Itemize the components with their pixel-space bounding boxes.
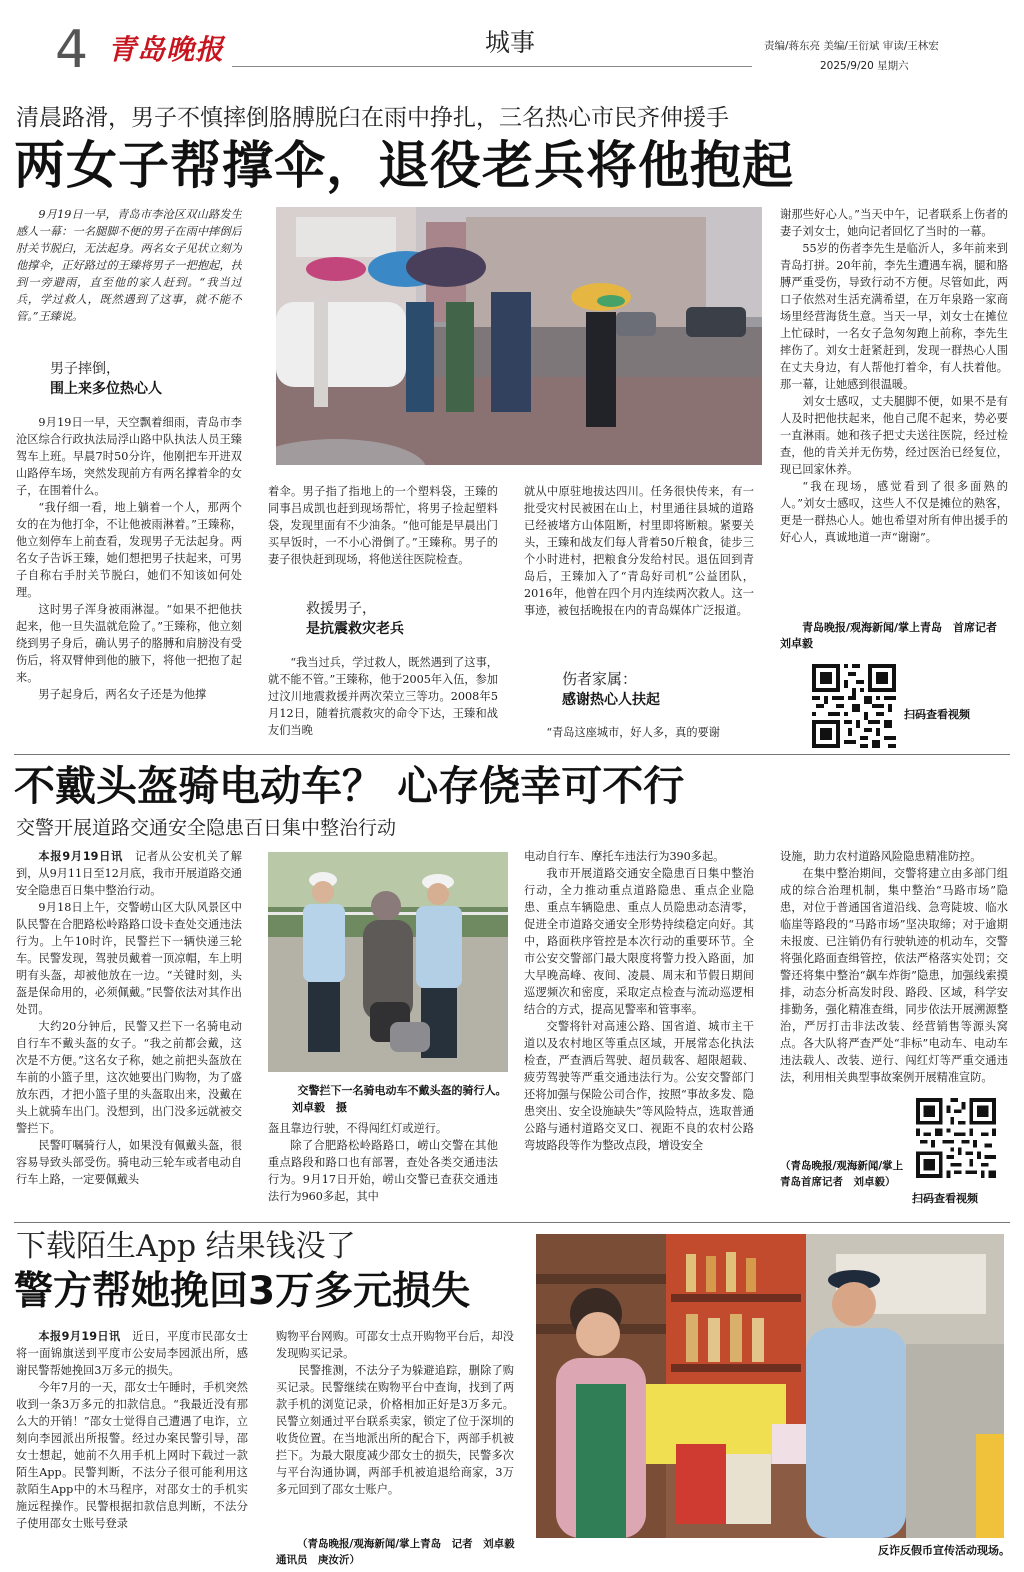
qr-code-icon[interactable]: [812, 664, 896, 748]
paragraph: 民警推测，不法分子为躲避追踪，删除了购买记录。民警继续在购物平台中查询，找到了两款手机的浏览记录，价格相加正好是3万多元。民警立刻通过平台联系卖家，锁定了位于深圳的收货位置。在当地派出所的配合下，两部手机被拦下。为最大限度减少邵女士的损失，民警多次与平台沟通协调，两部手机被追退给商家，3万多元回到了邵女士账户。: [276, 1364, 514, 1496]
paragraph: [16, 848, 242, 899]
paragraph: 9月19日一早，天空飘着细雨，青岛市李沧区综合行政执法局浮山路中队执法人员王臻驾车上班。早晨7时50分许，他刚把车开进双山路停车场，突然发现前方有两名撑着伞的女子，在围着什么。: [16, 416, 242, 497]
paragraph: [16, 1328, 248, 1379]
story2-headline: 不戴头盔骑电动车？ 心存侥幸可不行: [14, 762, 685, 810]
story1-col3b: [524, 724, 754, 744]
story1-col4: [780, 206, 1008, 618]
paragraph: 电动自行车、摩托车违法行为390多起。: [524, 850, 725, 863]
story2-credit: （青岛晚报/观海新闻/掌上青岛首席记者 刘卓毅）: [780, 1160, 904, 1188]
qr-code-icon[interactable]: [916, 1098, 996, 1178]
story2-col2: [268, 1120, 498, 1210]
paragraph: “我在现场，感觉看到了很多面熟的人。”刘女士感叹，这些人不仅是摊位的熟客，更是一群热心人。她也希望对所有伸出援手的好心人，真诚地道一声“谢谢”。: [780, 480, 1008, 544]
editor-credits: 责编/蒋东亮 美编/王衍斌 审读/王林宏: [764, 40, 939, 52]
subhead-line: 是抗震救灾老兵: [306, 621, 404, 637]
paragraph: 大约20分钟后，民警又拦下一名骑电动自行车不戴头盔的女子。“我之前都会戴，这次是不方便。”这名女子称，她之前把头盔放在车前的小篮子里，这次她要出门购物，为了盛放东西，才把小篮子里的头盔取出来，没戴在头上就骑车出门。没想到，出门没多远就被交警拦下。: [16, 1020, 242, 1135]
paragraph-text: 记者从公安机关了解到，从9月11日至12月底，我市开展道路交通安全隐患百日集中整治行动。: [16, 850, 242, 897]
paragraph: 着伞。男子指了指地上的一个塑料袋，王臻的同事吕成凯也赶到现场帮忙，将男子捡起塑料袋，发现里面有不少油条。“他可能是早晨出门买早饭时，一不小心滑倒了。”王臻称。男子的妻子很快赶到现场，将他送往医院检查。: [268, 485, 498, 566]
story2-col4: [780, 848, 1008, 1092]
paragraph: “我仔细一看，地上躺着一个人，那两个女的在为他打伞，不让他被雨淋着。”王臻称，他立刻停车上前查看，发现男子无法起身。两名女子告诉王臻，她们想把男子扶起来，可男子自称右手肘关节脱臼，她们不知该如何处理。: [16, 501, 242, 599]
paragraph: 谢那些好心人。”当天中午，记者联系上伤者的妻子刘女士，她向记者回忆了当时的一幕。: [780, 208, 1008, 238]
story3-col2: [276, 1328, 514, 1532]
paragraph: 民警叮嘱骑行人，如果没有佩戴头盔，很容易导致头部受伤。骑电动三轮车或者电动自行车上路，一定要佩戴头: [16, 1139, 242, 1186]
story1-qr-label: 扫码查看视频: [904, 708, 970, 721]
paragraph: 这时男子浑身被雨淋湿。“如果不把他扶起来，他一旦失温就危险了。”王臻称，他立刻绕到男子身后，确认男子的胳膊和肩膀没有受伤后，将双臂伸到他的腋下，将他一把抱了起来。: [16, 603, 242, 684]
dateline: 本报9月19日讯: [38, 1330, 121, 1343]
paragraph: 就从中原驻地拔达四川。任务很快传来，有一批受灾村民被困在山上，村里通往县城的道路已经被堵方山体阻断，村里即将断粮。紧要关头，王臻和战友们每人背着50斤粮食，徒步三个小时进村，把粮食分发给村民。退伍回到青岛后，王臻加入了“青岛好司机”公益团队，2016年，他曾在四个月内连续两次救人。这一事迹，被包括晚报在内的青岛媒体广泛报道。: [524, 485, 754, 617]
subhead-line: 男子摔倒，: [50, 361, 120, 377]
story1-kicker: 清晨路滑，男子不慎摔倒胳膊脱臼在雨中挣扎，三名热心市民齐伸援手: [16, 105, 729, 131]
paragraph: 在集中整治期间，交警将建立由多部门组成的综合治理机制，集中整治“马路市场”隐患，对位于普通国省道沿线、急弯陡坡、临水临崖等路段的“马路市场”坚决取缔；对于逾期未报废、已注销仍有行驶轨迹的机动车，交警将强化路面查缉管控，依法严格落实处罚；交警还将集中整治“飙车炸街”隐患，加强线索摸排，动态分析高发时段、路段、区域，科学安排勤务，强化精准查缉，同步依法开展溯源整治，严厉打击非法改装、经营销售等源头窝点。各大队将严查严处“非标”电动车、电动车违法载人、改装、逆行、闯红灯等严重交通违法，利用相关典型事故案例开展精准宣防。: [780, 867, 1008, 1084]
story1-col1: [16, 414, 242, 742]
section-title: 城事: [484, 28, 535, 57]
story3-photo-caption: 反诈反假币宣传活动现场。: [878, 1544, 1010, 1557]
subhead-line: 感谢热心人扶起: [562, 692, 660, 708]
issue-date: 2025/9/20 星期六: [820, 60, 909, 72]
subhead-line: 救援男子，: [306, 601, 376, 617]
photo-credit: 刘卓毅 摄: [292, 1101, 347, 1114]
paper-logo: 青岛晚报: [108, 33, 225, 66]
story1-intro: 9月19日一早，青岛市李沧区双山路发生感人一幕：一名腿脚不便的男子在雨中摔倒后肘关节脱臼，无法起身。两名女子见状立刻为他撑伞，正好路过的王臻将男子一把抱起，扶到一旁避雨，直至他的家人赶到。“我当过兵，学过救人，既然遇到了这事，就不能不管。”王臻说。: [16, 208, 242, 323]
story2-col3: [524, 848, 754, 1210]
story1-col2: [268, 483, 498, 585]
story1-col2b: [268, 654, 498, 742]
paragraph: 9月18日上午，交警崂山区大队风景区中队民警在合肥路松岭路路口设卡查处交通违法行为。上午10时许，民警拦下一辆快递三轮车。民警发现，驾驶员戴着一顶凉帽，车上明明有头盔，却被他放在一边。“关键时刻，头盔是保命用的，必须佩戴。”民警依法对其作出处罚。: [16, 901, 242, 1016]
story1-col3: [524, 483, 754, 653]
story2-traffic-police-photo: [268, 852, 508, 1072]
paragraph-text: 近日，平度市民邵女士将一面锦旗送到平度市公安局李园派出所，感谢民警帮她挽回3万多元的损失。: [16, 1330, 248, 1377]
story3-antifraud-photo: [536, 1234, 1004, 1538]
dateline: 本报9月19日讯: [38, 850, 124, 863]
paragraph: “青岛这座城市，好人多，真的要谢: [546, 726, 720, 739]
subhead-line: 伤者家属：: [562, 670, 638, 688]
paragraph: “我当过兵，学过救人，既然遇到了这事，就不能不管。”王臻称，他于2005年入伍，参加过汶川地震救援并两次荣立三等功。2008年5月12日，随着抗震救灾的命令下达，王臻和战友们当晚: [268, 656, 498, 737]
divider: [14, 1222, 1010, 1223]
paragraph: 购物平台网购。可邵女士点开购物平台后，却没发现购买记录。: [276, 1330, 514, 1360]
story2-photo-caption: [270, 1082, 510, 1116]
story1-subhead-3: [562, 668, 752, 709]
story2-subhead: 交警开展道路交通安全隐患百日集中整治行动: [16, 817, 397, 839]
story3-kicker: 下载陌生App 结果钱没了: [16, 1229, 356, 1264]
story1-rescue-photo: [276, 207, 762, 465]
caption-text: 交警拦下一名骑电动车不戴头盔的骑行人。: [297, 1084, 507, 1097]
story3-credit: （青岛晚报/观海新闻/掌上青岛 记者 刘卓毅 通讯员 庚汝沂）: [276, 1538, 526, 1566]
divider: [14, 754, 1010, 755]
story1-subhead-2: [306, 598, 496, 638]
story2-qr-label: 扫码查看视频: [912, 1192, 978, 1205]
paragraph: 今年7月的一天，邵女士午睡时，手机突然收到一条3万多元的扣款信息。“我最近没有那么大的开销！”邵女士觉得自己遭遇了电诈，立刻向李园派出所报警。经过办案民警引导，邵女士想起，她前不久用手机上网时下载过一款陌生App。民警判断，不法分子很可能利用这款陌生App中的木马程序，对邵女士的手机实施远程操作。民警根据扣款信息判断，不法分子使用邵女士账号登录: [16, 1381, 248, 1530]
paragraph: 我市开展道路交通安全隐患百日集中整治行动，全力推动重点道路隐患、重点企业隐患、重点车辆隐患、重点人员隐患动态清零，促进全市道路交通安全形势持续稳定向好。其中，路面秩序管控是本次行动的重要环节。全市公安交警部门最大限度将警力投入路面，加大早晚高峰、夜间、凌晨、周末和节假日期间巡逻频次和密度，采取定点检查与流动巡逻相结合的方式，提高见警率和管事率。: [524, 867, 754, 1016]
masthead-rule: [232, 66, 752, 67]
story1-credit: 青岛晚报/观海新闻/掌上青岛 首席记者 刘卓毅: [780, 621, 1009, 650]
paragraph: 除了合肥路松岭路路口，崂山交警在其他重点路段和路口也有部署，查处各类交通违法行为。9月17日开始，崂山交警已查获交通违法行为960多起，其中: [268, 1139, 498, 1203]
subhead-line: 围上来多位热心人: [50, 381, 162, 397]
paragraph: 设施，助力农村道路风险隐患精准防控。: [780, 850, 982, 863]
story2-col1: [16, 848, 242, 1210]
paragraph: 交警将针对高速公路、国省道、城市主干道以及农村地区等重点区域，开展常态化执法检查，严查酒后驾驶、超员载客、超限超载、疲劳驾驶等严重交通违法行为。公安交警部门还将加强与保险公司合作，按照“事故多发、隐患突出、安全设施缺失”等风险特点，选取普通公路与通村道路交叉口、视距不良的农村公路弯坡路段等作为整改点段，增设安全: [524, 1020, 754, 1152]
story2-col4-tail: [780, 1092, 900, 1154]
story3-col1: [16, 1328, 248, 1568]
paragraph: 刘女士感叹，丈夫腿脚不便，如果不是有人及时把他扶起来，他自己爬不起来，势必要一直淋雨。她和孩子把丈夫送往医院，经过检查，他的肯关并无伤势，经过医治已经复位，现已回家休养。: [780, 395, 1008, 476]
paragraph: 盔且靠边行驶，不得闯红灯或逆行。: [268, 1122, 448, 1135]
story3-headline: 警方帮她挽回3万多元损失: [14, 1269, 471, 1314]
page-number: 4: [55, 20, 89, 80]
paragraph: 男子起身后，两名女子还是为他撑: [38, 688, 207, 701]
story1-subhead-1: [50, 358, 250, 398]
paragraph: 55岁的伤者李先生是临沂人，多年前来到青岛打拼。20年前，李先生遭遇车祸，腿和胳膊严重受伤，导致行动不方便。尽管如此，两口子依然对生活充满希望，在万年泉路一家商场里经营海货生意。当天一早，刘女士在摊位上忙碌时，一名女子急匆匆跑上前称，李先生摔伤了。刘女士赶紧赶到，发现一群热心人围在丈夫身边，有人帮他打着伞，有人扶着他。那一幕，让她感到很温暖。: [780, 242, 1008, 391]
story1-headline: 两女子帮撑伞，退役老兵将他抱起: [14, 137, 795, 196]
